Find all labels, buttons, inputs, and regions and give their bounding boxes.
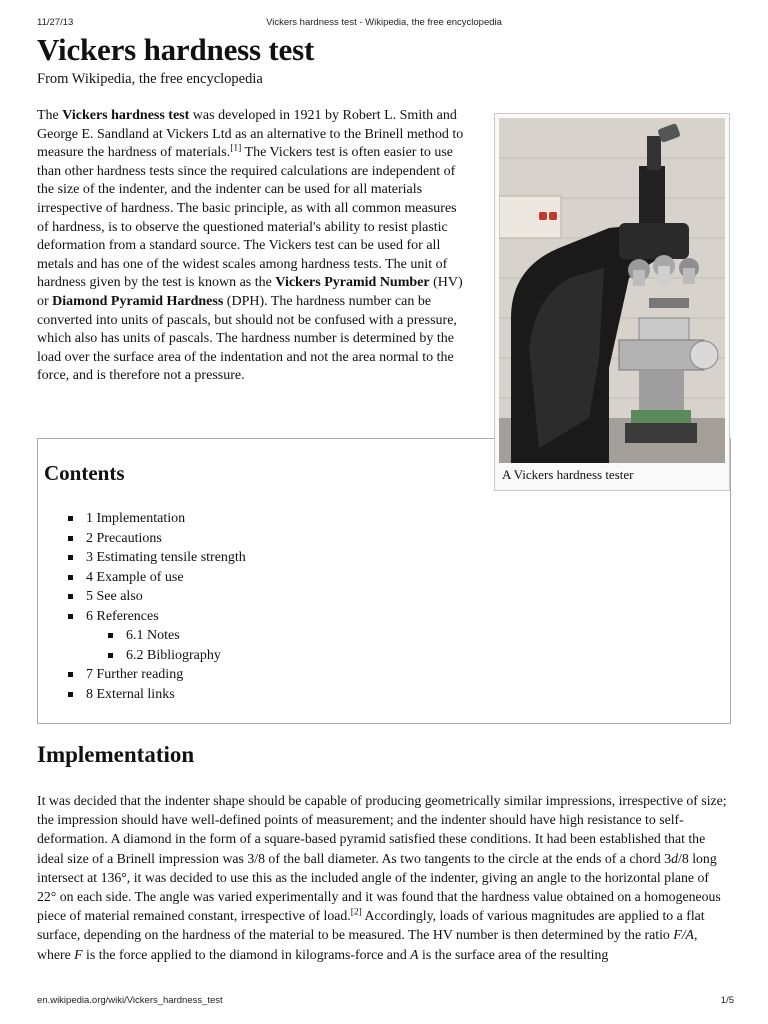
toc-item-implementation[interactable]: 1 Implementation	[66, 509, 246, 529]
toc-item-see-also[interactable]: 5 See also	[66, 587, 246, 607]
section-heading-implementation: Implementation	[37, 742, 195, 767]
intro-paragraph: The Vickers hardness test was developed in 1921 by Robert L. Smith and George E. Sandland at Vickers Ltd as an alternative to the Brinell method to measure the hardness of materials.[1] The Vickers test is often easier to use than other hardness tests since the required calculations are independent of the size of the indenter, and the indenter can be used for all materials irrespective of hardness. The basic principle, as with all common measures of hardness, is to observe the questioned material's ability to resist plastic deformation from a standard source. The Vickers test can be used for all metals and has one of the widest scales among hardness tests. The unit of hardness given by the test is known as the Vickers Pyramid Number (HV) or Diamond Pyramid Hardness (DPH). The hardness number can be converted into units of pascals, but should not be confused with a pressure, which also has units of pascals. The hardness number is determined by the load over the surface area of the indentation and not the area normal to the force, and is therefore not a pressure.	[37, 108, 464, 384]
toc-list	[66, 509, 246, 704]
toc-item-precautions[interactable]: 2 Precautions	[66, 529, 246, 549]
toc-item-references[interactable]: 6 References	[66, 607, 246, 627]
print-page-number: 1/5	[720, 995, 734, 1006]
toc-item-example-of-use[interactable]: 4 Example of use	[66, 568, 246, 588]
toc-item-notes[interactable]: 6.1 Notes	[66, 626, 246, 646]
toc-item-bibliography[interactable]: 6.2 Bibliography	[66, 646, 246, 666]
implementation-paragraph: It was decided that the indenter shape should be capable of producing geometrically similar impressions, irrespective of size; the impression should have well-defined points of measurement; and the indenter should have high resistance to self-deformation. A diamond in the form of a square-based pyramid satisfied these conditions. It had been established that the ideal size of a Brinell impression was 3/8 of the ball diameter. As two tangents to the circle at the ends of a chord 3d/8 long intersect at 136°, it was decided to use this as the included angle of the indenter, giving an angle to the horizontal plane of 22° on each side. The angle was varied experimentally and it was found that the hardness value obtained on a homogeneous piece of material remained constant, irrespective of load.[2] Accordingly, loads of various magnitudes are applied to a flat surface, depending on the hardness of the material to be measured. The HV number is then determined by the ratio F/A, where F is the force applied to the diamond in kilograms-force and A is the surface area of the resulting	[37, 793, 727, 962]
reference-link-2[interactable]: [2]	[350, 907, 362, 918]
article-source: From Wikipedia, the free encyclopedia	[37, 71, 263, 87]
vickers-hardness-tester-photo[interactable]	[499, 118, 725, 463]
toc-title: Contents	[44, 461, 125, 485]
print-date: 11/27/13	[37, 17, 74, 28]
reference-link-1[interactable]: [1]	[230, 143, 242, 154]
term-vickers-hardness-test: Vickers hardness test	[62, 108, 190, 123]
infobox-figure	[494, 113, 730, 491]
toc-item-further-reading[interactable]: 7 Further reading	[66, 665, 246, 685]
toc-item-estimating-tensile-strength[interactable]: 3 Estimating tensile strength	[66, 548, 246, 568]
article-title: Vickers hardness test	[37, 32, 315, 67]
print-url: en.wikipedia.org/wiki/Vickers_hardness_test	[37, 995, 223, 1006]
figure-caption: A Vickers hardness tester	[502, 467, 634, 482]
term-diamond-pyramid-hardness: Diamond Pyramid Hardness	[52, 293, 224, 309]
toc-item-external-links[interactable]: 8 External links	[66, 685, 246, 705]
term-vickers-pyramid-number: Vickers Pyramid Number	[275, 275, 430, 291]
print-page-title: Vickers hardness test - Wikipedia, the free encyclopedia	[266, 17, 502, 28]
